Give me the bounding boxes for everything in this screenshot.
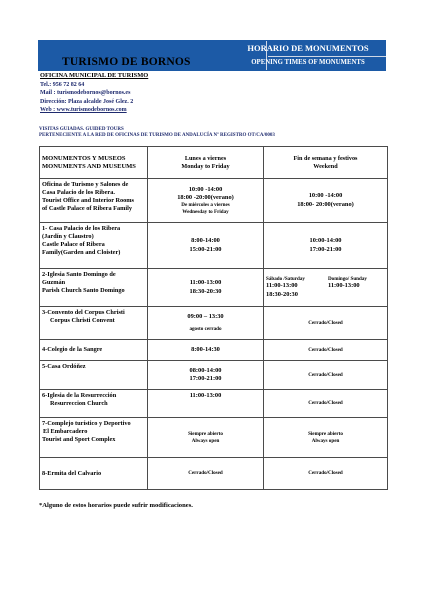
hours-line: 17:00-21:00 — [309, 245, 342, 253]
heading-english: OPENING TIMES OF MONUMENTS — [251, 59, 365, 66]
weekday-hours — [148, 340, 264, 361]
monument-name — [40, 340, 148, 361]
table-row — [40, 418, 388, 458]
weekend-hours — [264, 179, 388, 223]
weekday-hours — [148, 418, 264, 458]
brand-title: TURISMO DE BORNOS — [62, 56, 191, 68]
office-address: Dirección: Plaza alcalde José Glez. 2 — [40, 98, 134, 105]
header-weekend-es: Fin de semana y festivos — [293, 154, 358, 162]
monument-name — [40, 390, 148, 418]
office-phone: Tel.: 956 72 82 64 — [40, 81, 85, 88]
hours-note: Siempre abierto — [188, 431, 223, 437]
hours-line: 10:00 -14:00 — [308, 192, 343, 200]
hours-closed: Cerrado/Closed — [308, 346, 343, 353]
monument-line: 3-Convento del Corpus Christi — [42, 309, 125, 316]
monument-name — [40, 458, 148, 490]
monument-name — [40, 223, 148, 269]
monument-line: Casa Palacio de los Ribera. — [42, 189, 115, 196]
hours-note: De miércoles a viernes — [181, 202, 230, 209]
monument-line: Guzmán — [42, 279, 66, 286]
hours-closed: Cerrado/Closed — [188, 470, 223, 477]
hours-line: 10:00-14:00 — [309, 237, 342, 245]
hours-line: 8:00-14:30 — [191, 345, 220, 353]
monument-line: Parish Church Santo Domingo — [42, 287, 125, 294]
monument-line: El Embarcadero — [43, 428, 88, 435]
weekend-hours — [264, 390, 388, 418]
hours-line: 10:00 -14:00 — [188, 185, 223, 193]
table-row — [40, 390, 388, 418]
hours-line: 08:00-14:00 — [189, 366, 222, 374]
header-monuments — [40, 147, 148, 179]
hours-line: 09:00 – 13:30 — [187, 313, 224, 321]
weekend-hours — [264, 223, 388, 269]
monument-line: 5-Casa Ordóñez — [42, 363, 86, 370]
hours-closed: Cerrado/Closed — [308, 400, 343, 407]
monument-line: Corpus Christi Convent — [50, 317, 115, 324]
banner-heading — [233, 43, 383, 68]
weekend-hours — [264, 340, 388, 361]
monument-line: 8-Ermita del Calvario — [42, 469, 102, 477]
weekday-hours — [148, 390, 264, 418]
guided-tours-line: VISITAS GUIADAS. GUIDED TOURS — [39, 127, 124, 132]
monument-line: Tourist and Sport Complex — [42, 436, 116, 443]
hours-line: 18:00- 20:00(verano) — [297, 200, 354, 208]
header-monuments-es: MONUMENTOS Y MUSEOS — [42, 154, 126, 162]
office-name: OFICINA MUNICIPAL DE TURISMO — [40, 72, 149, 79]
monument-name — [40, 179, 148, 223]
saturday-label: Sábado /Saturday — [266, 276, 305, 283]
weekend-hours — [264, 361, 388, 390]
monument-line: 7-Complejo turístico y Deportivo — [42, 420, 131, 427]
hours-note: Siempre abierto — [308, 431, 343, 437]
hours-line: 18:30-20:30 — [189, 287, 222, 295]
hours-line: 8:00-14:00 — [191, 237, 220, 245]
weekend-split — [264, 276, 387, 299]
table-row — [40, 458, 388, 490]
opening-hours-table — [39, 146, 388, 490]
header-weekend — [264, 147, 388, 179]
monument-line: Castle Palace of Ribera — [42, 241, 105, 248]
hours-note: Wednesday to Friday — [182, 208, 229, 215]
sunday-label: Domingo/ Sunday — [328, 276, 367, 283]
weekday-hours — [148, 223, 264, 269]
table-row — [40, 269, 388, 307]
header-monuments-en: MONUMENTS AND MUSEUMS — [42, 162, 136, 170]
hours-line: 18:00 -20:00(verano) — [177, 194, 234, 201]
table-row — [40, 361, 388, 390]
weekend-hours — [264, 269, 388, 307]
sunday-column — [328, 276, 386, 299]
hours-closed: Cerrado/Closed — [308, 470, 343, 477]
hours-line: 15:00-21:00 — [189, 245, 222, 253]
hours-closed: Cerrado/Closed — [308, 319, 343, 326]
hours-note: Always open — [191, 437, 220, 444]
monument-line: Family(Garden and Cloister) — [42, 249, 121, 256]
weekday-hours — [148, 179, 264, 223]
header-weekdays-es: Lunes a viernes — [184, 154, 227, 162]
hours-line: 11:00-13:00 — [189, 392, 222, 399]
hours-note: agosto cerrado — [189, 326, 222, 333]
hours-line: 18:30-20:30 — [266, 290, 298, 298]
table-header-row — [40, 147, 388, 179]
weekend-hours — [264, 458, 388, 490]
weekday-hours — [148, 307, 264, 340]
header-weekdays — [148, 147, 264, 179]
table-row — [40, 179, 388, 223]
weekday-hours — [148, 269, 264, 307]
monument-name — [40, 269, 148, 307]
monument-line: 6-Iglesia de la Resurrección — [42, 392, 117, 399]
table-row — [40, 307, 388, 340]
hours-note: Always open — [311, 437, 340, 444]
registry-line: PERTENECIENTE A LA RED DE OFICINAS DE TURISMO DE ANDALUCÍA Nº REGISTRO OT/CA/0003 — [39, 133, 275, 139]
weekday-hours — [148, 361, 264, 390]
office-info — [40, 72, 148, 115]
hours-line: 11:00-13:00 — [328, 282, 360, 290]
weekend-hours — [264, 307, 388, 340]
footnote: *Alguno de estos horarios puede sufrir modificaciones. — [39, 502, 193, 509]
monument-name — [40, 361, 148, 390]
monument-line: Tourist Office and Interior Rooms — [42, 197, 135, 204]
office-website-link[interactable]: Web : www.turismodebornos.com — [40, 107, 127, 114]
header-weekend-en: Weekend — [313, 162, 338, 170]
office-email: Mail : turismodebornos@bornos.es — [40, 90, 131, 97]
hours-line: 11:00-13:00 — [266, 282, 298, 290]
monument-line: of Castle Palace of Ribera Family — [42, 205, 133, 212]
header-banner — [38, 40, 386, 71]
header-weekdays-en: Monday to Friday — [181, 162, 230, 170]
monument-line: 2-Iglesia Santo Domingo de — [42, 271, 116, 278]
guided-tours-note — [39, 127, 275, 139]
monument-line: 4-Colegio de la Sangre — [42, 346, 103, 353]
monument-line: (Jardín y Claustro) — [42, 233, 94, 240]
hours-line: 17:00-21:00 — [189, 375, 222, 382]
saturday-column — [266, 276, 328, 299]
table-row — [40, 340, 388, 361]
weekday-hours — [148, 458, 264, 490]
table-row — [40, 223, 388, 269]
monument-line: 1- Casa Palacio de los Ribera — [42, 225, 121, 232]
monument-line: Oficina de Turismo y Salones de — [42, 181, 129, 188]
monument-name — [40, 307, 148, 340]
hours-closed: Cerrado/Closed — [308, 371, 343, 378]
monument-line: Resurreccion Church — [50, 400, 108, 407]
heading-spanish: HORARIO DE MONUMENTOS — [247, 43, 369, 53]
monument-name — [40, 418, 148, 458]
hours-line: 11:00-13:00 — [189, 279, 222, 287]
weekend-hours — [264, 418, 388, 458]
